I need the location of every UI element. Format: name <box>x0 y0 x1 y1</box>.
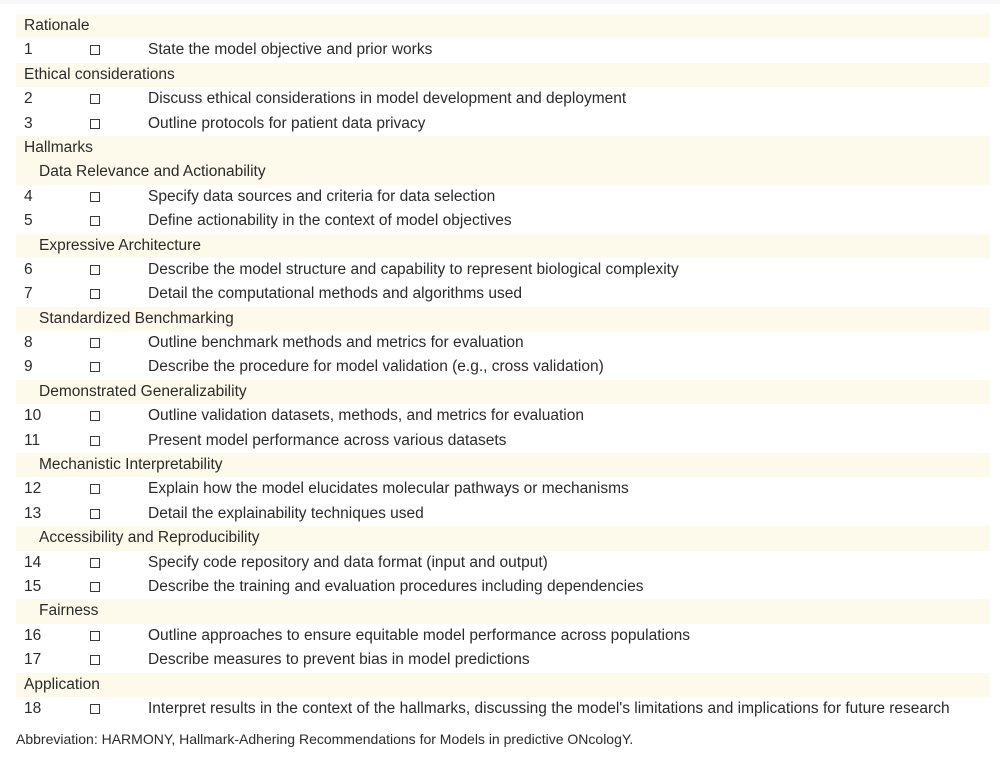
table-footnote: Abbreviation: HARMONY, Hallmark-Adhering Recommendations for Models in predictive ONcologY. <box>16 731 634 747</box>
item-number: 6 <box>24 260 33 278</box>
section-hallmarks <box>16 136 990 160</box>
checklist-item-18 <box>16 697 990 721</box>
item-number: 9 <box>24 358 33 376</box>
empty-checkbox-icon[interactable] <box>90 338 100 348</box>
empty-checkbox-icon[interactable] <box>90 558 100 568</box>
item-number: 2 <box>24 90 33 108</box>
item-description: Outline validation datasets, methods, and metrics for evaluation <box>148 407 584 425</box>
empty-checkbox-icon[interactable] <box>90 119 100 129</box>
subsection-mechanistic-interpretability <box>16 453 990 477</box>
section-ethical-considerations <box>16 63 990 87</box>
subsection-label: Data Relevance and Actionability <box>39 163 266 181</box>
section-label: Application <box>24 675 100 693</box>
item-number: 15 <box>24 577 42 595</box>
section-application <box>16 673 990 697</box>
subsection-expressive-architecture <box>16 234 990 258</box>
empty-checkbox-icon[interactable] <box>90 509 100 519</box>
empty-checkbox-icon[interactable] <box>90 655 100 665</box>
item-number: 17 <box>24 651 42 669</box>
item-description: Explain how the model elucidates molecular pathways or mechanisms <box>148 480 629 498</box>
item-number: 14 <box>24 553 42 571</box>
item-description: Present model performance across various datasets <box>148 431 507 449</box>
checklist-item-10 <box>16 404 990 428</box>
checklist-item-8 <box>16 331 990 355</box>
empty-checkbox-icon[interactable] <box>90 411 100 421</box>
subsection-label: Accessibility and Reproducibility <box>39 529 260 547</box>
item-description: Detail the computational methods and algorithms used <box>148 285 522 303</box>
empty-checkbox-icon[interactable] <box>90 192 100 202</box>
subsection-label: Standardized Benchmarking <box>39 309 234 327</box>
checklist-item-2 <box>16 87 990 111</box>
item-description: Describe the training and evaluation procedures including dependencies <box>148 577 644 595</box>
checklist-item-6 <box>16 258 990 282</box>
subsection-label: Mechanistic Interpretability <box>39 456 223 474</box>
checklist-item-12 <box>16 477 990 501</box>
section-label: Rationale <box>24 17 90 34</box>
empty-checkbox-icon[interactable] <box>90 436 100 446</box>
item-description: Outline benchmark methods and metrics for evaluation <box>148 334 524 352</box>
checklist-item-9 <box>16 355 990 379</box>
subsection-demonstrated-generalizability <box>16 380 990 404</box>
empty-checkbox-icon[interactable] <box>90 362 100 372</box>
empty-checkbox-icon[interactable] <box>90 289 100 299</box>
empty-checkbox-icon[interactable] <box>90 216 100 226</box>
section-rationale <box>16 14 990 38</box>
item-number: 13 <box>24 504 42 522</box>
section-label: Hallmarks <box>24 138 93 156</box>
item-description: Describe the model structure and capability to represent biological complexity <box>148 260 679 278</box>
item-description: Define actionability in the context of model objectives <box>148 212 512 230</box>
checklist-item-4 <box>16 185 990 209</box>
subsection-fairness <box>16 599 990 623</box>
subsection-standardized-benchmarking <box>16 307 990 331</box>
top-band <box>0 0 1000 4</box>
subsection-label: Expressive Architecture <box>39 236 201 254</box>
empty-checkbox-icon[interactable] <box>90 265 100 275</box>
item-description: Interpret results in the context of the hallmarks, discussing the model's limitations and implications for future research <box>148 699 950 717</box>
item-number: 18 <box>24 699 42 717</box>
empty-checkbox-icon[interactable] <box>90 704 100 714</box>
item-number: 8 <box>24 334 33 352</box>
subsection-label: Demonstrated Generalizability <box>39 382 247 400</box>
checklist-item-1 <box>16 38 990 62</box>
checklist-item-3 <box>16 112 990 136</box>
item-number: 4 <box>24 187 33 205</box>
checklist-item-7 <box>16 282 990 306</box>
subsection-accessibility-reproducibility <box>16 526 990 550</box>
checklist-item-14 <box>16 551 990 575</box>
item-number: 7 <box>24 285 33 303</box>
checklist-item-11 <box>16 429 990 453</box>
item-description: Outline approaches to ensure equitable model performance across populations <box>148 626 690 644</box>
item-description: Discuss ethical considerations in model development and deployment <box>148 90 627 108</box>
empty-checkbox-icon[interactable] <box>90 45 100 55</box>
checklist-item-16 <box>16 624 990 648</box>
empty-checkbox-icon[interactable] <box>90 631 100 641</box>
empty-checkbox-icon[interactable] <box>90 94 100 104</box>
item-description: Specify code repository and data format (input and output) <box>148 553 548 571</box>
item-number: 11 <box>24 431 41 449</box>
item-description: Describe the procedure for model validation (e.g., cross validation) <box>148 358 604 376</box>
checklist-item-17 <box>16 648 990 672</box>
item-number: 10 <box>24 407 42 425</box>
item-description: Describe measures to prevent bias in model predictions <box>148 651 530 669</box>
item-number: 12 <box>24 480 42 498</box>
item-description: Outline protocols for patient data privacy <box>148 114 426 132</box>
item-description: Detail the explainability techniques used <box>148 504 424 522</box>
harmony-checklist-table <box>16 14 990 721</box>
item-description: Specify data sources and criteria for data selection <box>148 187 496 205</box>
item-number: 1 <box>24 41 33 59</box>
empty-checkbox-icon[interactable] <box>90 582 100 592</box>
empty-checkbox-icon[interactable] <box>90 484 100 494</box>
item-number: 16 <box>24 626 42 644</box>
item-number: 5 <box>24 212 33 230</box>
item-number: 3 <box>24 114 33 132</box>
checklist-item-15 <box>16 575 990 599</box>
item-description: State the model objective and prior works <box>148 41 433 59</box>
subsection-label: Fairness <box>39 602 99 620</box>
subsection-data-relevance <box>16 160 990 184</box>
section-label: Ethical considerations <box>24 65 175 83</box>
checklist-item-5 <box>16 209 990 233</box>
checklist-item-13 <box>16 502 990 526</box>
